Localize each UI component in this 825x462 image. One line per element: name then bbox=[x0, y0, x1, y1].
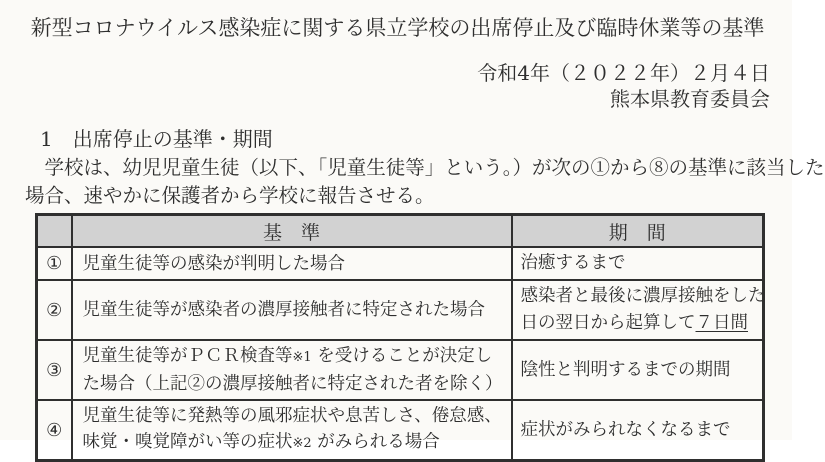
intro-paragraph bbox=[25, 154, 825, 209]
criteria-cell bbox=[72, 340, 512, 400]
table-header-criteria: 基 準 bbox=[72, 215, 512, 248]
underlined-duration: ７日間 bbox=[695, 313, 748, 333]
table-row bbox=[37, 400, 764, 461]
criteria-line: た場合（上記②の濃厚接触者に特定された者を除く） bbox=[82, 374, 503, 394]
period-line: 日の翌日から起算して７日間 bbox=[520, 313, 748, 333]
criteria-line: 味覚・嗅覚障がい等の症状※2 がみられる場合 bbox=[82, 432, 440, 452]
date-author-block bbox=[25, 60, 770, 112]
document-title: 新型コロナウイルス感染症に関する県立学校の出席停止及び臨時休業等の基準 bbox=[30, 16, 765, 40]
intro-line-1: 学校は、幼児児童生徒（以下、「児童生徒等」という。）が次の①から⑧の基準に該当した bbox=[25, 156, 825, 179]
criteria-period-table bbox=[35, 213, 765, 462]
document-author: 熊本県教育委員会 bbox=[610, 87, 770, 111]
criteria-cell: 児童生徒等の感染が判明した場合 bbox=[72, 247, 512, 280]
table-header-empty bbox=[37, 215, 72, 248]
period-line: 感染者と最後に濃厚接触をした bbox=[520, 286, 766, 306]
reference-mark: ※1 bbox=[292, 350, 312, 365]
row-number: ③ bbox=[37, 340, 72, 400]
reference-mark: ※2 bbox=[292, 436, 312, 451]
table-row bbox=[37, 340, 764, 400]
period-cell bbox=[512, 280, 764, 340]
table-header-period: 期 間 bbox=[512, 215, 764, 248]
period-cell: 症状がみられなくなるまで bbox=[512, 400, 764, 461]
criteria-line: 児童生徒等に発熱等の風邪症状や息苦しさ、倦怠感、 bbox=[82, 406, 502, 426]
criteria-line: 児童生徒等がＰＣＲ検査等※1 を受けることが決定し bbox=[82, 346, 493, 366]
row-number: ④ bbox=[37, 400, 72, 461]
row-number: ① bbox=[37, 247, 72, 280]
criteria-cell bbox=[72, 400, 512, 461]
intro-line-2: 場合、速やかに保護者から学校に報告させる。 bbox=[25, 183, 435, 207]
row-number: ② bbox=[37, 280, 72, 340]
section-heading: 1 出席停止の基準・期間 bbox=[40, 127, 273, 151]
document-date: 令和4年（２０２２年）２月４日 bbox=[477, 61, 770, 85]
period-cell: 陰性と判明するまでの期間 bbox=[512, 340, 764, 400]
table-row bbox=[37, 247, 764, 280]
period-cell: 治癒するまで bbox=[512, 247, 764, 280]
table-header-row bbox=[37, 215, 764, 248]
table-row bbox=[37, 280, 764, 340]
criteria-cell: 児童生徒等が感染者の濃厚接触者に特定された場合 bbox=[72, 280, 512, 340]
